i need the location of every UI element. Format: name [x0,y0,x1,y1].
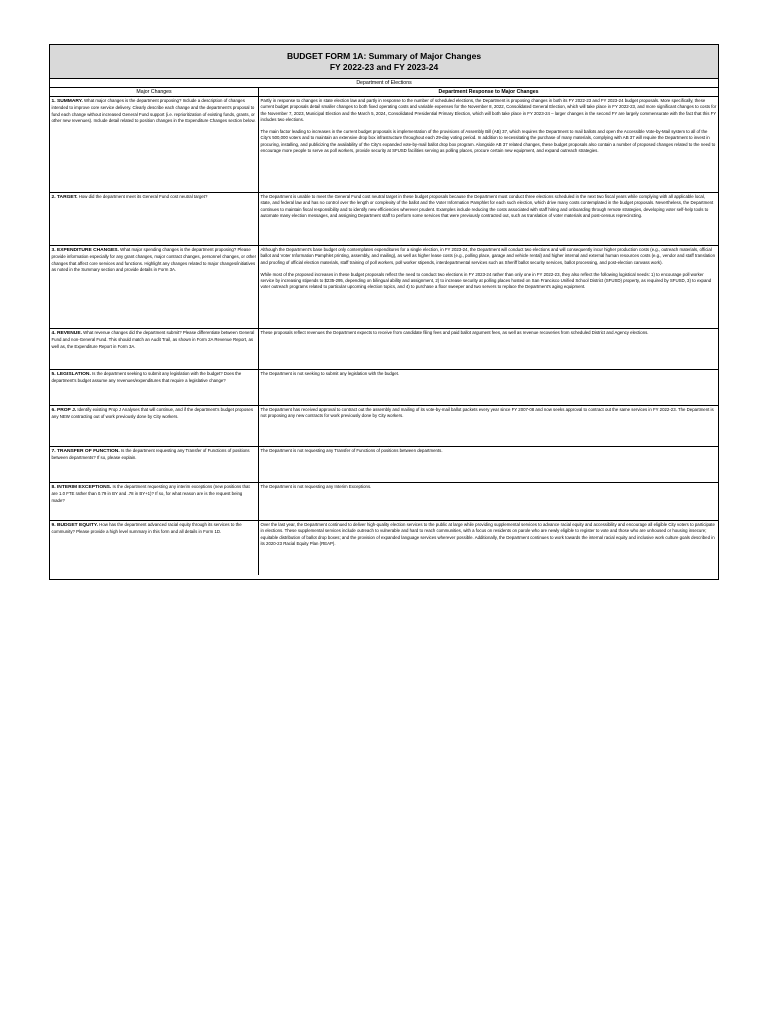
question-cell [50,193,259,245]
question-text: Identify existing Prop J Analyses that will continue, and if the department's budget proposes any NEW contracting out of work previously done by City workers. [51,407,254,420]
response-paragraph: The Department is unable to meet the General Fund cost neutral target in these budget proposals because the Department must conduct three elections scheduled in the next two fiscal years while complying with all applicable local, state, and federal law and has no control over the length or complexity of the ballot and the Voter Information Pamphlet for each such election, which drive many costs contemplated in the budget proposals. Nevertheless, the Department continues to maintain fiscal responsibility and to identify new efficiencies wherever prudent. Examples include reducing the costs associated with staff hiring and onboarding through remote strategies, developing voter self-help tools to automate many election messages, and assigning Department staff to perform some services that were previously contracted out, such as translation of voter materials and post-census reprecincting. [260,194,714,218]
question-cell [50,521,259,575]
response-paragraph: Although the Department's base budget only contemplates expenditures for a single election, in FY 2023-24, the Department will conduct two elections and will consequently incur higher production costs (e.g., outreach materials, official ballot and Voter Information Pamphlet printing, assembly, and mailing), as well as higher lease costs (e.g., polling place, garage and vehicle rental) and higher internal and external human resources costs (e.g., vendor and staff translation and proofing of official election materials, staff training of poll workers, poll worker stipends, interdepartmental services such as Sheriff ballot security services, ballot processing, and post-election canvass work). [260,247,715,265]
form-title-line2: FY 2022-23 and FY 2023-24 [329,62,439,72]
response-cell [259,97,718,192]
col-major-changes: Major Changes [50,88,259,96]
response-paragraph: The Department is not requesting any Interim Exceptions. [260,484,372,489]
response-cell [259,406,718,446]
question-label: 4. REVENUE. [51,331,82,336]
question-label: 3. EXPENDITURE CHANGES. [51,248,119,253]
question-cell [50,329,259,369]
column-headers [50,88,718,97]
question-label: 6. PROP J. [51,408,77,413]
budget-form [49,44,719,580]
question-cell [50,447,259,482]
response-paragraph: Partly in response to changes in state election law and partly in response to the number of scheduled elections, the Department is proposing changes in both its FY 2022-23 and FY 2023-24 budget proposals. More specifically, these current budget proposals detail smaller changes to both fixed operating costs and variable expenses for the November 8, 2022, Consolidated General Election, which will take place in FY 2022-23, and more significant changes to costs for the November 7, 2023, Municipal Election and the March 5, 2024, Consolidated Presidential Primary Election, which will both take place in FY 2023-24 – larger changes in the second FY are largely commensurate with the fact that this FY includes two elections. [260,98,717,122]
question-cell [50,406,259,446]
question-text: How did the department meet its General Fund cost neutral target? [77,194,208,199]
question-text: What major changes is the department proposing? Include a description of changes intended to improve core service delivery. Clearly describe each change and the department's proposal to fund each change without increased General Fund support (i.e. reprioritization of existing funds, grants, or other new revenues). Include detail related to position changes in the Expenditure Changes section below. [51,98,256,123]
question-text: What revenue changes did the department submit? Please differentiate between General Fund and non-General Fund. This should match an Audit Trail, as shown in Form 2A Revenue Report, as well as, the Expenditure Report in Form 3A. [51,330,255,349]
response-paragraph: The main factor leading to increases in the current budget proposals is implementation of the provisions of Assembly Bill (AB) 37, which requires the Department to mail ballots and open the Accessible Vote-by-Mail system to all of the City's 500,000 voters and to maintain an extensive drop box infrastructure throughout each 29-day voting period. In addition to necessitating the purchase of many materials, complying with AB 37 will require the Department to invest in procuring, installing, and publicizing the availability of the City's expanded vote-by-mail ballot drop box program. Alongside AB 37 related changes, these budget proposals also contain a number of proposed changes related to the need to encourage more people to serve as poll workers, provide security at SFUSD facilities serving as polling places, procure certain new equipment, and expand outreach strategies. [260,129,716,154]
form-row [50,329,718,370]
form-row [50,370,718,406]
question-label: 8. INTERIM EXCEPTIONS. [51,485,112,490]
response-cell [259,447,718,482]
question-cell [50,483,259,520]
question-text: Is the department requesting any interim exceptions (new positions that are 1.0 FTE rather than 0.79 in BY and .78 in BY+1)? If so, for what reason are is the request being made? [51,484,250,503]
form-row [50,97,718,193]
response-paragraph: Over the last year, the Department continued to deliver high-quality election services to the public at large while providing supplemental services to advance racial equity and accessibility and encourage all eligible City voters to participate in elections. These supplemental services include outreach to vulnerable and hard to reach communities, with a focus on residents on parole who are newly eligible to register to vote and those who are unhoused or housing insecure; equitable distribution of ballot drop boxes; and the provision of expanded language services wherever possible. Additionally, the Department continues to work towards the internal racial equity and inclusive work culture goals described in its 2020-23 Racial Equity Plan (REAP). [260,522,715,546]
form-title-line1: BUDGET FORM 1A: Summary of Major Changes [286,51,482,61]
response-cell [259,246,718,328]
form-row [50,193,718,246]
form-row [50,406,718,447]
question-text: What major spending changes is the department proposing? Please provide information especially for any grant changes, major contract changes, personnel changes, or other changes that affect core services and functions. Highlight any changes related to major changes/initiatives as noted in the Summary section and provide details in Form 3A. [51,247,257,272]
response-paragraph: The Department has received approval to contract out the assembly and mailing of its vote-by-mail ballot packets every year since FY 2007-08 and now seeks approval to contract out the same services in FY 2022-23. The Department is not proposing any new contracts for work previously done by City workers. [260,407,714,419]
form-row [50,483,718,521]
form-row [50,246,718,329]
response-cell [259,370,718,405]
response-paragraph: The Department is not requesting any Transfer of Functions of positions between departments. [260,448,443,453]
form-row [50,521,718,575]
col-response: Department Response to Major Changes [438,89,539,95]
response-paragraph: These proposals reflect revenues the Department expects to receive from candidate filing fees and paid ballot argument fees, as well as revenue recoveries from scheduled District and Agency elections. [260,330,649,335]
question-label: 9. BUDGET EQUITY. [51,523,98,528]
question-cell [50,97,259,192]
question-label: 7. TRANSFER OF FUNCTION. [51,449,120,454]
response-paragraph: The Department is not seeking to submit any legislation with the budget. [260,371,400,376]
question-label: 1. SUMMARY. [51,99,83,104]
response-paragraph: While most of the proposed increases in these budget proposals reflect the need to conduct two elections in FY 2023-24 rather than only one in FY 2022-23, they also reflect the following logistical needs: 1) to encourage poll worker service by increasing stipends to $235-295, depending on bilingual ability and assignment, 2) to increase security at polling places hosted on San Francisco Unified School District (SFUSD) property, as required by SFUSD, 3) to expand voter outreach programs related to particular upcoming election topics, and 4) to purchase a floor sweeper and two servers to replace the Department's aging equipment. [260,271,712,290]
response-cell [259,193,718,245]
form-rows [50,97,718,575]
department-name: Department of Elections [50,79,718,88]
question-label: 5. LEGISLATION. [51,372,91,377]
question-text: Is the department seeking to submit any legislation with the budget? Does the department's budget assume any revenues/expenditures that require a legislative change? [51,371,242,384]
form-title [50,45,718,79]
response-cell [259,329,718,369]
question-text: How has the department advanced racial equity through its services to the community? Please provide a high level summary in this form and all details in Form 1D. [51,522,242,535]
question-label: 2. TARGET. [51,195,78,200]
response-cell [259,483,718,520]
question-text: Is the department requesting any Transfer of Functions of positions between departments? If so, please explain. [51,448,250,461]
response-cell [259,521,718,575]
question-cell [50,246,259,328]
question-cell [50,370,259,405]
form-row [50,447,718,483]
